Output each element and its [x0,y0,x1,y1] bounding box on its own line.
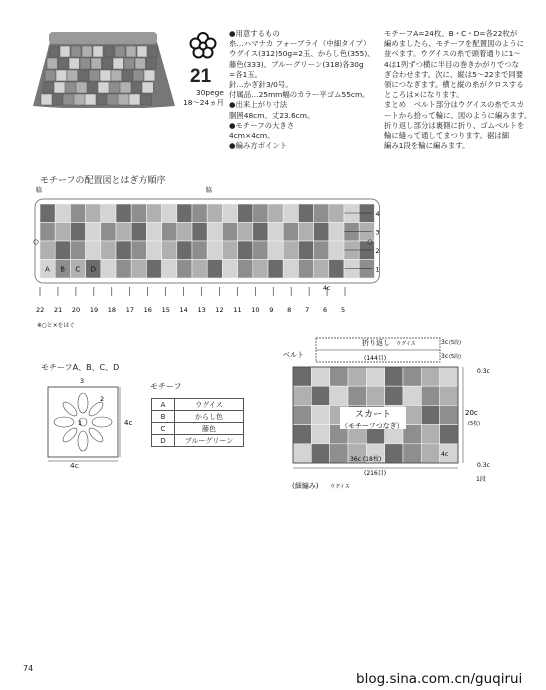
materials-line: 4cm×4cm。 [229,131,275,141]
color-key-title: モチーフ [150,382,182,391]
fold-color: ウグイス [396,341,416,347]
color-code: D [152,435,175,447]
color-name: からし色 [175,411,244,423]
materials-line: 付属品…25mm幅のカラー平ゴム55cm。 [229,90,370,100]
skirt-cell [348,386,366,405]
skirt-height-rows: (5枚) [468,421,481,427]
belt-rows-top: (5段) [449,340,462,346]
column-number: 21 [53,306,63,314]
side-marker: 4c [323,285,331,292]
column-number: 18 [107,306,117,314]
materials-line: ●用意するもの [229,29,280,38]
skirt-cell [293,405,311,424]
skirt-sublabel: （モチーフつなぎ） [341,422,404,430]
skirt-cell [366,367,384,386]
column-number: 19 [89,306,99,314]
column-number: 5 [341,306,346,314]
side-label-center: 脇 [206,187,213,194]
skirt-cell [403,386,421,405]
materials-line: 藤色(333)、ブルーグリーン(318)各30g [229,59,364,69]
color-name: ウグイス [175,399,244,411]
column-number: 10 [251,306,260,314]
skirt-cell [421,444,439,463]
top-margin: 0.3c [477,368,490,375]
column-number: 6 [323,306,328,314]
skirt-cell [311,386,329,405]
skirt-width: 36c (18枚) [350,456,382,463]
column-number: 11 [233,306,242,314]
bottom-row-label: A [45,265,50,274]
row-number: 1 [375,265,380,274]
page-ref: 30pege [196,88,224,97]
skirt-cell [440,367,458,386]
bottom-row-label: B [60,265,66,274]
skirt-height: 20c [465,409,478,417]
instructions-line: 4は1列ずつ横に半目の巻きかがりでつな [384,59,520,69]
size-range: 18～24ヵ月 [183,98,224,107]
side-label-left: 脇 [36,187,43,194]
materials-line: ●出来上がり寸法 [229,100,288,110]
skirt-cell [330,386,348,405]
motif-title: モチーフA、B、C、D [41,363,120,372]
skirt-cell [293,425,311,444]
materials-line: ●編み方ポイント [229,141,288,151]
belt-rows-bottom: (5段) [449,354,462,360]
materials-line: 糸…ハマナカ フォーブライ（中細タイプ） [229,39,371,49]
fold-label: 折り返し [362,339,390,347]
motif-width-label: 4c [70,461,79,470]
skirt-cell [440,425,458,444]
bottom-row-label: C [75,265,81,274]
instructions-line: まとめ ベルト部分はウグイスの糸でスカ [384,100,524,110]
materials-line: ウグイス(312)50g=2玉、からし色(355)、 [229,49,375,59]
motif-height-label: 4c [124,419,133,427]
page-number: 74 [23,664,34,673]
column-number: 22 [36,306,45,314]
instructions-line: 並べます。ウグイスの糸で頭着通りに1～ [384,49,521,59]
materials-line: ●モチーフの大きさ [229,120,295,130]
column-number: 16 [143,306,152,314]
skirt-cell [293,444,311,463]
skirt-cell [330,444,348,463]
belt-stitches: (144目) [364,355,387,362]
column-number: 9 [269,306,274,314]
instructions-line: ートから拾って輪に、図のように編みます。 [384,110,532,120]
color-name: ブルーグリーン [175,435,244,447]
color-code: A [152,399,175,411]
column-number: 12 [215,306,224,314]
skirt-cell [403,444,421,463]
placement-note: ※○と×をはぐ [37,323,75,329]
skirt-cell [311,367,329,386]
skirt-cell [366,386,384,405]
skirt-cell [421,386,439,405]
skirt-cell [385,367,403,386]
motif-row-3: 3 [80,377,85,385]
column-number: 15 [161,306,170,314]
skirt-cell [421,425,439,444]
belt-height-top: 3c [441,339,449,346]
skirt-cell [311,425,329,444]
skirt-cell [293,386,311,405]
color-name: 藤色 [175,423,244,435]
skirt-bottom-stitches: (216目) [364,470,387,477]
color-code: C [152,423,175,435]
materials-line: 針…かぎ針3/0号。 [229,80,293,90]
materials-line: =各1玉。 [229,69,263,79]
instructions-line: ところは×になります。 [384,90,464,100]
instructions-line: 輪に縫って通してまつります。裾は細 [384,131,510,141]
row-one-label: 1段 [476,476,486,483]
bottom-margin: 0.3c [477,462,490,469]
project-number: 21 [190,66,212,87]
skirt-cell [440,386,458,405]
instructions-line: 編めましたら、モチーフを配置図のように [384,39,525,49]
skirt-cell [293,367,311,386]
color-code: B [152,411,175,423]
instructions-line: モチーフA=24枚、B・C・D=各22枚が [384,29,518,38]
skirt-cell [440,405,458,424]
column-number: 7 [305,306,310,314]
edge-label: (細編み) [292,482,319,490]
instructions-line: 編み1段を輪に編みます。 [384,141,470,151]
skirt-cell [421,405,439,424]
column-number: 14 [179,306,188,314]
instructions-line: 領につなぎます。横と縦の糸がクロスする [384,80,524,90]
skirt-label: スカート [355,410,392,420]
skirt-cell [403,367,421,386]
edge-color: ウグイス [330,484,350,490]
column-number: 20 [71,306,81,314]
instructions-line: 折り返し部分は裏側に折り、ゴムベルトを [384,120,525,130]
skirt-cell [385,386,403,405]
column-number: 17 [125,306,134,314]
placement-diagram-title: モチーフの配置図とはぎ方順序 [40,176,166,186]
skirt-side-marker: 4c [441,451,449,458]
bottom-row-label: D [90,265,96,274]
row-number: 2 [375,247,380,255]
column-number: 8 [287,306,292,314]
blog-watermark: blog.sina.com.cn/guqirui [356,671,523,687]
skirt-cell [311,444,329,463]
skirt-cell [311,405,329,424]
skirt-cell [348,367,366,386]
belt-label: ベルト [283,351,304,359]
skirt-cell [385,444,403,463]
materials-line: 胴囲48cm、丈23.6cm。 [229,110,315,120]
column-number: 13 [197,306,206,314]
row-number: 3 [375,228,380,237]
motif-row-2: 2 [100,395,105,403]
belt-height-bottom: 3c [441,353,449,360]
skirt-cell [330,367,348,386]
row-number: 4 [375,210,380,218]
skirt-cell [421,367,439,386]
instructions-line: ぎ合わせます。次に、縦は5～22まで同要 [384,69,524,79]
motif-row-1: 1 [78,419,83,427]
